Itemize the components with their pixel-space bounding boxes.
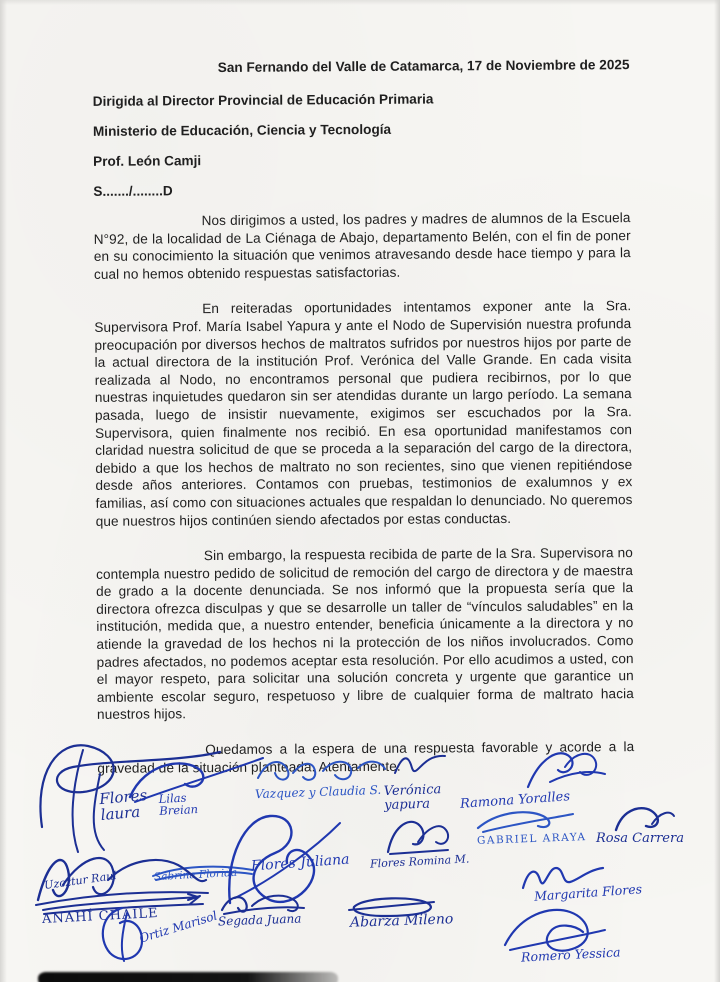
paper-edge-top — [0, 0, 720, 5]
signature-flourish — [473, 806, 578, 836]
paragraph: En reiteradas oportunidades intentamos exponer ante la Sra. Supervisora Prof. María Isabel Yapura y ante el Nodo de Supervisión nuestra profunda preocupación por diversos hechos de maltratos sufridos por nuestros hijos por parte de la actual directora de la institución Prof. Verónica del Valle Grande. En cada visita realizada al Nodo, no encontramos personal que pudiera recibirnos, por lo que nuestras inquietudes quedaron sin ser atendidas durante un largo período. La semana pasada, luego de insistir nuevamente, exigimos ser escuchados por la Sra. Supervisora, quien finalmente nos recibió. En esa oportunidad manifestamos con claridad nuestra solicitud de que se proceda a la separación del cargo de la directora, debido a que los hechos de maltrato no son recientes, sino que vienen repitiéndose desde años anteriores. Contamos con pruebas, testimonios de exalumnos y ex familias, así como con situaciones actuales que respaldan lo denunciado. No queremos que nuestros hijos continúen siendo afectados por estas conductas. — [94, 298, 633, 529]
signature — [369, 812, 470, 871]
recipient-line: Dirigida al Director Provincial de Educación Primaria — [92, 91, 434, 109]
signature-name: Lilas Breian — [158, 790, 199, 819]
signature — [28, 845, 213, 910]
signature-flourish — [148, 858, 258, 883]
letter-body — [92, 56, 634, 795]
signature — [38, 892, 208, 928]
signature-flourish — [38, 892, 208, 917]
scan-shadow-artifact — [38, 972, 338, 982]
signature — [215, 808, 350, 908]
signature-name: Vazquez y Claudia S. — [254, 782, 382, 802]
signature-flourish — [214, 888, 309, 918]
signature-name: Verónica yapura — [383, 782, 442, 813]
signature-name: Rosa Carrera — [596, 831, 684, 846]
signature-flourish — [495, 900, 610, 955]
signature-flourish — [215, 808, 345, 908]
signature-name: Sabrina Florida — [153, 866, 238, 884]
signature-name: ANAHÍ CHAILE — [41, 905, 159, 928]
signature-flourish — [518, 860, 608, 892]
signature — [473, 806, 587, 847]
recipient-line: S......./........D — [93, 183, 173, 199]
date-line: San Fernando del Valle de Catamarca, 17 de Noviembre de 2025 — [217, 57, 630, 76]
signature-name: Flores Romina M. — [369, 852, 470, 871]
paragraph: Quedamos a la espera de una respuesta favorable y acorde a la gravedad de la situación planteada. Atentamente. — [97, 739, 635, 776]
signature-name: Flores laura — [98, 785, 148, 824]
signature-flourish — [608, 800, 678, 835]
signature — [214, 888, 309, 929]
signature-name: Abarza Mileno — [349, 911, 454, 931]
signature — [148, 858, 258, 883]
signature — [344, 892, 454, 931]
signature-name: Ramona Yoralles — [459, 789, 571, 812]
recipient-block — [93, 89, 631, 201]
signature-flourish — [28, 845, 213, 910]
recipient-line: Ministerio de Educación, Ciencia y Tecnología — [92, 121, 392, 139]
paper-edge-right — [714, 0, 720, 982]
paper-edge-left — [0, 0, 7, 982]
signature-name: Segada Juana — [217, 911, 302, 929]
signature-name: Ortiz Marisol — [137, 908, 219, 946]
signature-name: Uzcztur Raul — [43, 868, 118, 893]
signature-name: Flores Juliana — [250, 851, 350, 875]
paragraph: Sin embargo, la respuesta recibida de parte de la Sra. Supervisora no contempla nuestro pedido de solicitud de remoción del cargo de directora y de maestra de grado a la docente denunciada. Se nos informó que la propuesta sería que la directora ofrezca disculpas y que se desarrolle un taller de “vínculos saludables” en la institución, medida que, a nuestro entender, beneficia únicamente a la directora y no atiende la gravedad de los hechos ni la protección de los niños involucrados. Como padres afectados, no podemos aceptar esta resolución. Por ello acudimos a usted, con el mayor respeto, para solicitar una solución concreta y urgente que garantice un ambiente escolar seguro, respetuoso y libre de cualquier forma de maltrato hacia nuestros hijos. — [95, 545, 634, 723]
signature — [518, 860, 643, 904]
signature-name: GABRIEL ARAYA — [476, 831, 587, 847]
signature-flourish — [378, 812, 463, 857]
signature-name: Margarita Flores — [533, 881, 643, 904]
signature — [495, 900, 621, 965]
signature-flourish — [92, 903, 147, 963]
signature-name: Romero Yessica — [520, 944, 621, 965]
recipient-line: Prof. León Camji — [93, 153, 202, 169]
paragraph: Nos dirigimos a usted, los padres y madres de alumnos de la Escuela N°92, de la localidad de La Ciénaga de Abajo, departamento Belén, con el fin de poner en su conocimiento la situación que venimos atravesando desde hace tiempo y para la cual no hemos obtenido respuestas satisfactorias. — [93, 210, 631, 282]
signature — [596, 800, 684, 846]
signature-flourish — [344, 892, 439, 920]
